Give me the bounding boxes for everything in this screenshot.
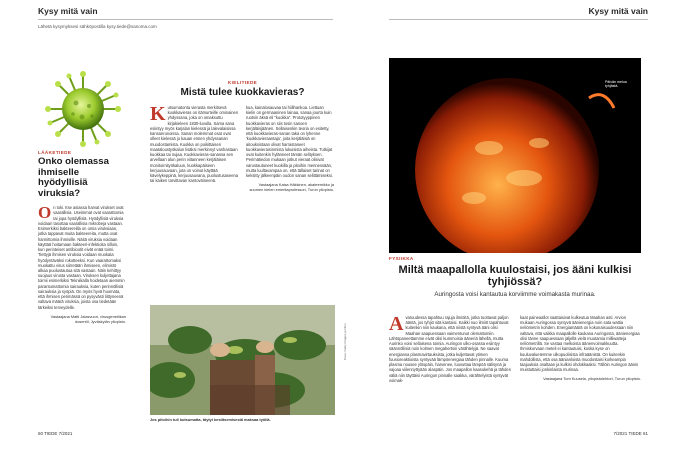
- cockroach-body-1: utsumatonta vierasta merkitsevä kuokkavieras on itämurteille ominainen yhdyssana, joka on omaksuttu kirjakieleen 1830-luvulla. Sama sana esiintyy myös karjalan kielessä ja lalevalaisissa kansanrunoissa. Sanan molemmat osat ovat olleet kielessä jo kauan ennen yhdyssanan muodostamista. Kuokka on poikittaisen maataloustyökalun lisäksi merkinnyt vanhastaan kuokkaa tai nujaa. Kuokkavieras-sanassa sen arvellaan alun perin viitanneen kerjäläisen monitoimityökaluun, kuokkapäiseen kerjuusauvaan, jota on voinut käyttää kävelykeppinä, kerjuusauvana, puolustusaseena tai kaiken tarvittavan kantoväineenä.: [150, 105, 239, 184]
- left-page-subheader: Lähetä kysymyksesi sähköpostilla kysy.tiede@sanoma.com: [38, 24, 157, 29]
- left-folio: 60 TIEDE 7/2021: [38, 431, 73, 436]
- physics-column-2: [520, 315, 641, 381]
- left-page-header: Kysy mitä vain: [38, 6, 98, 16]
- cockroach-column-1: [150, 105, 240, 184]
- right-header-rule: [389, 19, 648, 20]
- physics-body-1: varuudessa tapahtuu rajuja ilmiöitä, jotka tuottavat paljon ääntä, jos tyhjiö sitä kantaisi. Kaikki nuo ilmiöt tapahtuvat kuitenkin niin kaukana, että niistä syntyvä ääni olisi Maahan saapuessaan vaimentunut olemattomiin. Lähtöpaneettamme eivät olisi kummoisia ääneriä lähellä, mutta Aurinko voisi sellaisena toimia. Auringon ulko-osassa esiintyy säännöllisiä noin kolmen megahertsin värähtelyjä. Ne saavat energiansa plasmavirtauksista, jotka kuljettavat ytimen fuusioreaktioista syntyvää lämpöenergiaa tähden pinnalle. Kuuma plasma nousee ylöspäin, harvenee, luovuttaa lämpöä sälisynä ja vajoaa viilennyttyään alaspäin. Jos maapallon kaasukehä ja tähden väliä niin täyttäisi Auringon pinnalle saakka, värähtelyistä syntyvät voimak-: [389, 315, 511, 383]
- cockroach-heading: [150, 80, 335, 98]
- virus-body-text: n toki. Itse asiassa harvat virukset ovat vaarallisia. Useimmat ovat vaarattomia tai jopa hyödyllisiä. Hyödyllisiä viruksia voidaan tasottaa vaarallisia mikrobeja vastaan. Esimerkiksi bakteereilla on omia viruksiaan, jotka tappavat muita bakteereita, mutta ovat harmittomia ihmisille. Näitä viruksia voidaan käyttää hoitamaan bakteeri-infektioita silloin, kun perinteiset antibiootit eivät enää toimi. Tiettyjä ihmisen viruksia voidaan muokata hyödyntäväksi rokotteeksi. Kun vaarattomaksi muokattu virus siirretään ihmiseen, elimistö alkaa puolustautua sitä vastaan. Näin kehittyy suojaus virusta vastaan. Viruksen kuljettajana toimii esimerkiksi Tekniikalla hoidetaan aiemmin parantumattomia sairauksia, kuten perinnöllisiä sairauksia ja syöpiä. On myös hyvä huomata, että ihmisen perimässä on pysyvästi liittyneenä valtava määrä viruksia, joista osa tiedetään tärkeiksi terveydelle.: [38, 205, 125, 310]
- physics-title: Miltä maapallolla kuulostaisi, jos ääni kulkisi tyhjiössä?: [398, 264, 632, 289]
- physics-kicker: FYSIIKKA: [389, 256, 414, 261]
- physics-signature: Vastaajana Tom Kuusela, yliopistolehtori, Turun yliopisto.: [543, 375, 641, 381]
- right-page-header: Kysy mitä vain: [588, 6, 648, 16]
- cockroach-title: Mistä tulee kuokkavieras?: [180, 87, 305, 98]
- sun-photo: [389, 58, 641, 253]
- left-header-rule: [38, 19, 333, 20]
- cockroach-body-2: kua, kainalosauvaa tai hiilihankoa. Liettuan kielin on germaaninen lainaa, sanaa jourta kuin ruotsin äksä eli "kuokka". Prototyyppinen kuokkavieras on siis tosin sanoen kerjäläisjäänen. Sellaisenkin teoria on esitetty, että kuokkavieras-sanan taka on lyhenne 'kuokkavieraantaja', joita kerjäläisiä on aitouksistaan olivat harrastaneet kuokkavieraisinmista lukuisista aiheista. Tutkijat ovat kuitenkin hylänneet tämän selityksen. Perimätiedon mukaan jotkut vieraat olisivat varustautuneet kuokilla ja pitoihin mennessään, mutta luultavampaa on, että tällaiset tarinat on keksitty jälkeenpäin oudon sanan selittämiseksi.: [246, 105, 333, 179]
- cockroach-signature: Vastaajana Kaisa Häkkinen, akateemikko ja suomen kielen emeritaprofessori, Turun yliopisto.: [249, 182, 334, 193]
- virus-body: [38, 205, 126, 310]
- virus-title: Onko olemassa ihmiselle hyödyllisiä viruksia?: [38, 156, 109, 199]
- garden-photo: [150, 305, 335, 415]
- virus-dropcap: O: [38, 203, 52, 223]
- sun-image: [389, 58, 641, 253]
- sun-label: Päivän melua tyhjästä.: [605, 80, 627, 89]
- virus-article: [38, 150, 126, 324]
- cockroach-dropcap: K: [150, 103, 166, 125]
- cockroach-kicker: KIELITIEDE: [227, 80, 258, 85]
- photo-caption: Jos pitoihin tuli kutsumatta, täytyi kestitsemisestä maksaa työllä.: [150, 417, 271, 422]
- physics-column-1: [389, 315, 512, 383]
- right-folio: 7/2021 TIEDE 61: [613, 431, 648, 436]
- virus-signature: Vastaajana Matti Jalasvuori, virusgenetiikan dosentti, Jyväskylän yliopisto.: [50, 313, 126, 324]
- cockroach-column-2: [246, 105, 334, 192]
- physics-heading: [389, 256, 641, 298]
- physics-dropcap: A: [389, 313, 404, 335]
- photo-credit: Kuva: Getty Images ja Nmo: [343, 323, 347, 360]
- physics-deck: Auringosta voisi kantautua korviimme voimakasta murinaa.: [434, 291, 596, 299]
- virus-kicker: LÄÄKETIEDE: [38, 150, 72, 155]
- physics-body-2: kaat paineaallot saattaisivat kulkeutua Maahan asti. Arvion mukaan Auringossa syntyvä äänienergia noin sata wattia neliömetrin kohden. Energiamäärä on kokonaisuudessaan niin valtava, että vaikka maapallolle kaukana Auringosta, äänienergiaa olisi tänne saapuessaan jäljellä vielä muutamia milliwatteja neliömetrillä. Se vastaa melkoista äänenvoimakkuutta. Ihmiskorvaan meteli ei kantautuisi, koska kyse on kuuluvaluetemme ulkopuolisista infraäänistä. On kuitenkin mahdollista, että osa äänianloista muodostaisi korkeampia taajuuksia osaltaan ja kulkisi ohdokkaaksi. Tällöin Auringon äänin muistuttaisi jonkinlaista murinaa.: [520, 315, 640, 373]
- virus-illustration: [44, 70, 122, 148]
